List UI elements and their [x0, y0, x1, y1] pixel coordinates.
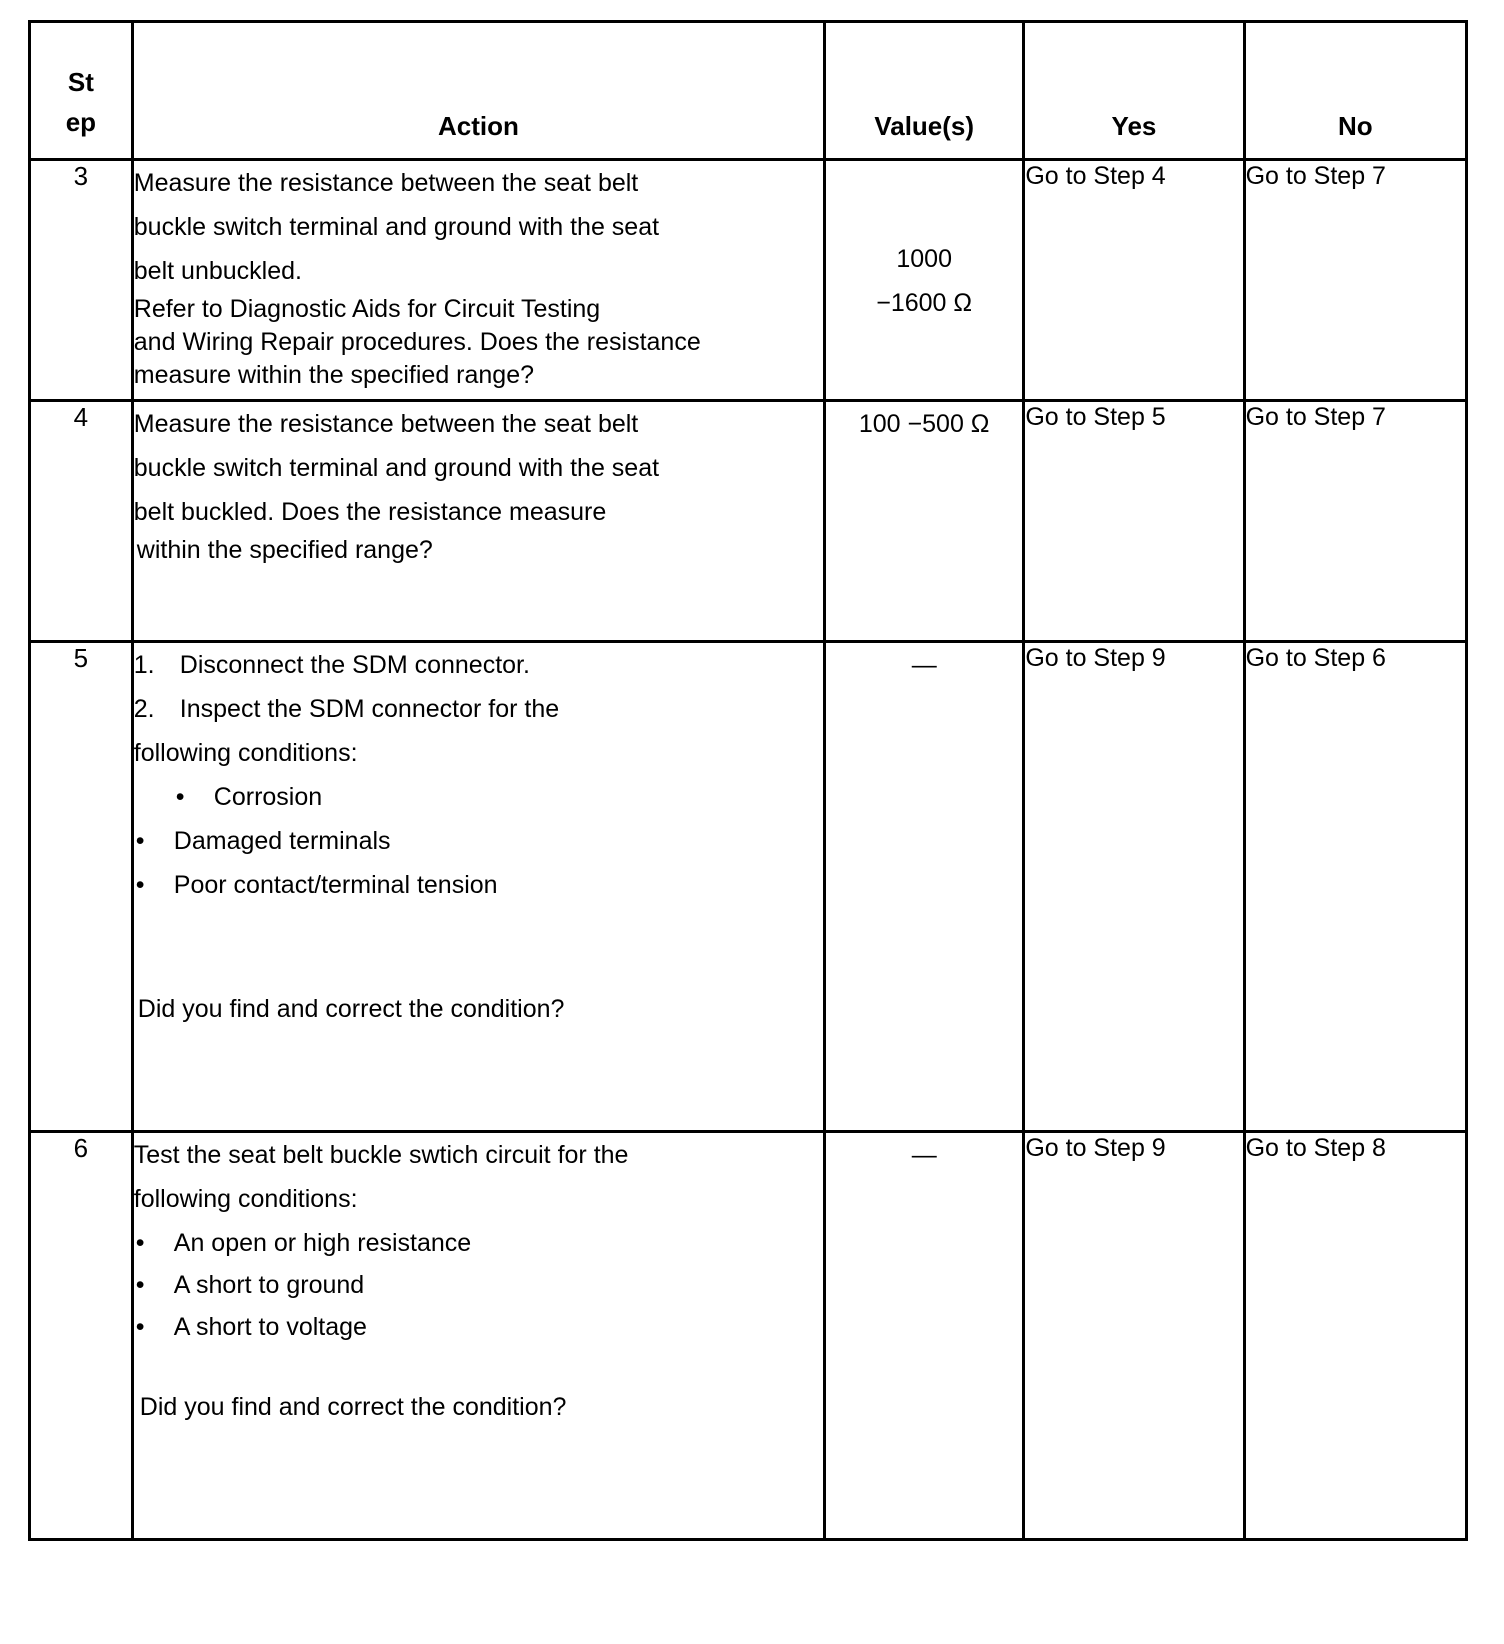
lead-text: following conditions:: [133, 739, 358, 767]
value-cell: 100 −500 Ω: [825, 401, 1024, 642]
action-line: within the specified range?: [136, 536, 433, 564]
header-step: [30, 22, 133, 160]
no-cell: Go to Step 7: [1244, 160, 1466, 401]
action-line: measure within the specified range?: [133, 361, 535, 389]
diagnostic-table: [28, 20, 1468, 1541]
numbered-item: 2. Inspect the SDM connector for the: [133, 695, 560, 723]
table-row-step-6: [30, 1132, 1467, 1540]
value-cell: —: [825, 1132, 1024, 1540]
action-line: Measure the resistance between the seat belt: [133, 410, 639, 438]
bullet-item: • Damaged terminals: [135, 827, 391, 855]
action-cell: [132, 401, 824, 642]
step-number: 3: [30, 160, 133, 401]
header-row: [30, 22, 1467, 160]
header-step-line1: St: [67, 67, 94, 97]
action-line: and Wiring Repair procedures. Does the resistance: [133, 328, 701, 356]
value-line: −1600 Ω: [876, 289, 973, 317]
yes-cell: Go to Step 9: [1024, 1132, 1244, 1540]
question-text: Did you find and correct the condition?: [137, 995, 565, 1023]
bullet-item: • Poor contact/terminal tension: [135, 871, 498, 899]
action-line: buckle switch terminal and ground with the seat: [133, 454, 660, 482]
table-row-step-4: [30, 401, 1467, 642]
no-cell: Go to Step 6: [1244, 642, 1466, 1132]
value-cell: —: [825, 642, 1024, 1132]
no-cell: Go to Step 7: [1244, 401, 1466, 642]
header-no: No: [1244, 22, 1466, 160]
step-number: 4: [30, 401, 133, 642]
header-values: Value(s): [825, 22, 1024, 160]
action-cell: [132, 160, 824, 401]
value-cell: [825, 160, 1024, 401]
yes-cell: Go to Step 9: [1024, 642, 1244, 1132]
action-line: belt unbuckled.: [133, 257, 302, 285]
header-yes: Yes: [1024, 22, 1244, 160]
table-row-step-3: [30, 160, 1467, 401]
numbered-item: 1. Disconnect the SDM connector.: [133, 651, 530, 679]
no-cell: Go to Step 8: [1244, 1132, 1466, 1540]
action-cell: [132, 1132, 824, 1540]
bullet-item: • A short to voltage: [135, 1313, 367, 1341]
bullet-item: • A short to ground: [135, 1271, 365, 1299]
step-number: 6: [30, 1132, 133, 1540]
table-row-step-5: [30, 642, 1467, 1132]
action-cell: [132, 642, 824, 1132]
header-step-line2: ep: [65, 107, 97, 137]
yes-cell: Go to Step 5: [1024, 401, 1244, 642]
bullet-item: • An open or high resistance: [135, 1229, 472, 1257]
action-line: Test the seat belt buckle swtich circuit for the: [133, 1141, 629, 1169]
action-line: buckle switch terminal and ground with the seat: [133, 213, 660, 241]
action-line: belt buckled. Does the resistance measure: [133, 498, 607, 526]
question-text: Did you find and correct the condition?: [139, 1393, 567, 1421]
action-line: following conditions:: [133, 1185, 358, 1213]
value-line: 1000: [896, 245, 952, 273]
bullet-item: • Corrosion: [175, 783, 323, 811]
step-number: 5: [30, 642, 133, 1132]
action-line: Refer to Diagnostic Aids for Circuit Testing: [133, 295, 601, 323]
yes-cell: Go to Step 4: [1024, 160, 1244, 401]
action-line: Measure the resistance between the seat belt: [133, 169, 639, 197]
header-action: Action: [132, 22, 824, 160]
